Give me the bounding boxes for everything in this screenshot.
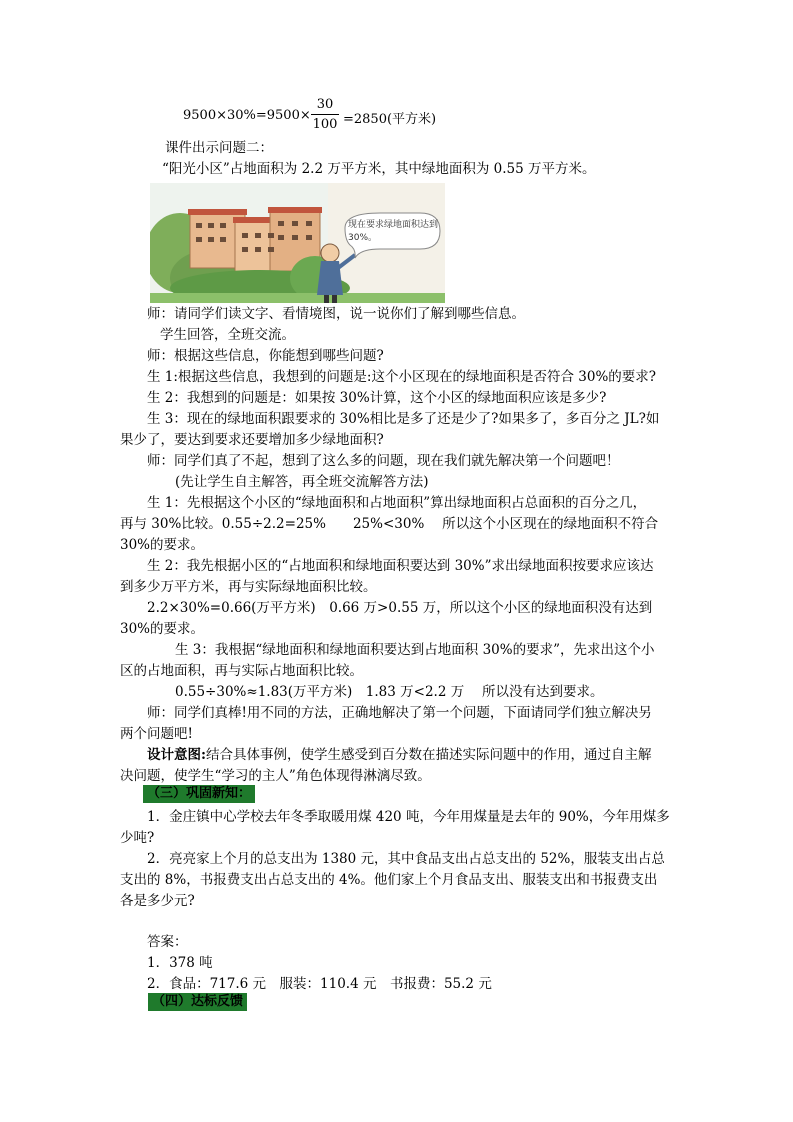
text-line: 师：根据这些信息，你能想到哪些问题? bbox=[147, 348, 384, 364]
formula-fraction bbox=[311, 96, 339, 133]
text-line: 课件出示问题二： bbox=[165, 140, 273, 156]
text-line: 30%的要求。 bbox=[120, 621, 205, 637]
text-line: 各是多少元? bbox=[120, 893, 195, 909]
text-line: 生 2：我想到的问题是：如果按 30%计算，这个小区的绿地面积应该是多少? bbox=[147, 390, 607, 406]
text-line: 生 3：我根据“绿地面积和绿地面积要达到占地面积 30%的要求”，先求出这个小 bbox=[175, 642, 655, 658]
text-line: 0.55÷30%≈1.83(万平方米) 1.83 万<2.2 万 所以没有达到要求。 bbox=[175, 684, 604, 700]
text-line: 2．亮亮家上个月的总支出为 1380 元，其中食品支出占总支出的 52%，服装支出占总 bbox=[147, 851, 665, 867]
text-line: 生 1：先根据这个小区的“绿地面积和占地面积”算出绿地面积占总面积的百分之几， bbox=[147, 495, 647, 511]
text-line: 决问题，使学生“学习的主人”角色体现得淋漓尽致。 bbox=[120, 768, 431, 784]
text-line: 支出的 8%，书报费支出占总支出的 4%。他们家上个月食品支出、服装支出和书报费支出 bbox=[120, 872, 658, 888]
text-line: 生 1:根据这些信息，我想到的问题是:这个小区现在的绿地面积是否符合 30%的要求? bbox=[147, 369, 657, 385]
text-line: “阳光小区”占地面积为 2.2 万平方米，其中绿地面积为 0.55 万平方米。 bbox=[162, 161, 596, 177]
answer-1: 1．378 吨 bbox=[147, 955, 213, 971]
text-line: 少吨? bbox=[120, 830, 155, 846]
text-line: 再与 30%比较。0.55÷2.2=25% 25%<30% 所以这个小区现在的绿地面积不符合 bbox=[120, 516, 659, 532]
text-line: 1．金庄镇中心学校去年冬季取暖用煤 420 吨，今年用煤量是去年的 90%，今年用煤多 bbox=[147, 809, 670, 825]
scene-illustration bbox=[150, 183, 445, 303]
text-line: 师：同学们真棒!用不同的方法，正确地解决了第一个问题，下面请同学们独立解决另 bbox=[147, 705, 652, 721]
text-line: (先让学生自主解答，再全班交流解答方法) bbox=[175, 474, 429, 490]
design-intent-line bbox=[147, 746, 651, 764]
text-line: 果少了，要达到要求还要增加多少绿地面积? bbox=[120, 432, 384, 448]
fraction-denominator: 100 bbox=[312, 117, 338, 132]
text-line: 两个问题吧! bbox=[120, 726, 193, 742]
fraction-bar bbox=[311, 114, 339, 115]
section-heading-feedback: （四）达标反馈 bbox=[148, 993, 247, 1011]
text-line: 到多少万平方米，再与实际绿地面积比较。 bbox=[120, 579, 377, 595]
answers-label: 答案： bbox=[147, 934, 188, 950]
speech-bubble-text: 现在要求绿地面积达到30%。 bbox=[348, 220, 439, 243]
design-intent-text: 结合具体事例，使学生感受到百分数在描述实际问题中的作用，通过自主解 bbox=[205, 747, 652, 763]
answer-2: 2．食品：717.6 元 服装：110.4 元 书报费：55.2 元 bbox=[147, 976, 492, 992]
design-intent-label: 设计意图: bbox=[147, 747, 206, 763]
text-line: 生 2：我先根据小区的“占地面积和绿地面积要达到 30%”求出绿地面积按要求应该达 bbox=[147, 558, 654, 574]
fraction-numerator: 30 bbox=[316, 97, 334, 112]
text-line: 师：同学们真了不起，想到了这么多的问题，现在我们就先解决第一个问题吧！ bbox=[147, 453, 620, 469]
text-line: 生 3：现在的绿地面积跟要求的 30%相比是多了还是少了?如果多了，多百分之 JL?如 bbox=[147, 411, 660, 427]
text-line: 区的占地面积，再与实际占地面积比较。 bbox=[120, 663, 363, 679]
formula-left: 9500×30%=9500× bbox=[183, 108, 311, 123]
text-line: 学生回答，全班交流。 bbox=[160, 327, 295, 343]
section-heading-consolidate: （三）巩固新知： bbox=[143, 785, 255, 803]
text-line: 2.2×30%=0.66(万平方米) 0.66 万>0.55 万，所以这个小区的绿地面积没有达到 bbox=[147, 600, 653, 616]
text-line: 30%的要求。 bbox=[120, 537, 205, 553]
formula-right: =2850(平方米) bbox=[343, 112, 437, 127]
text-line: 师：请同学们读文字、看情境图，说一说你们了解到哪些信息。 bbox=[147, 306, 525, 322]
